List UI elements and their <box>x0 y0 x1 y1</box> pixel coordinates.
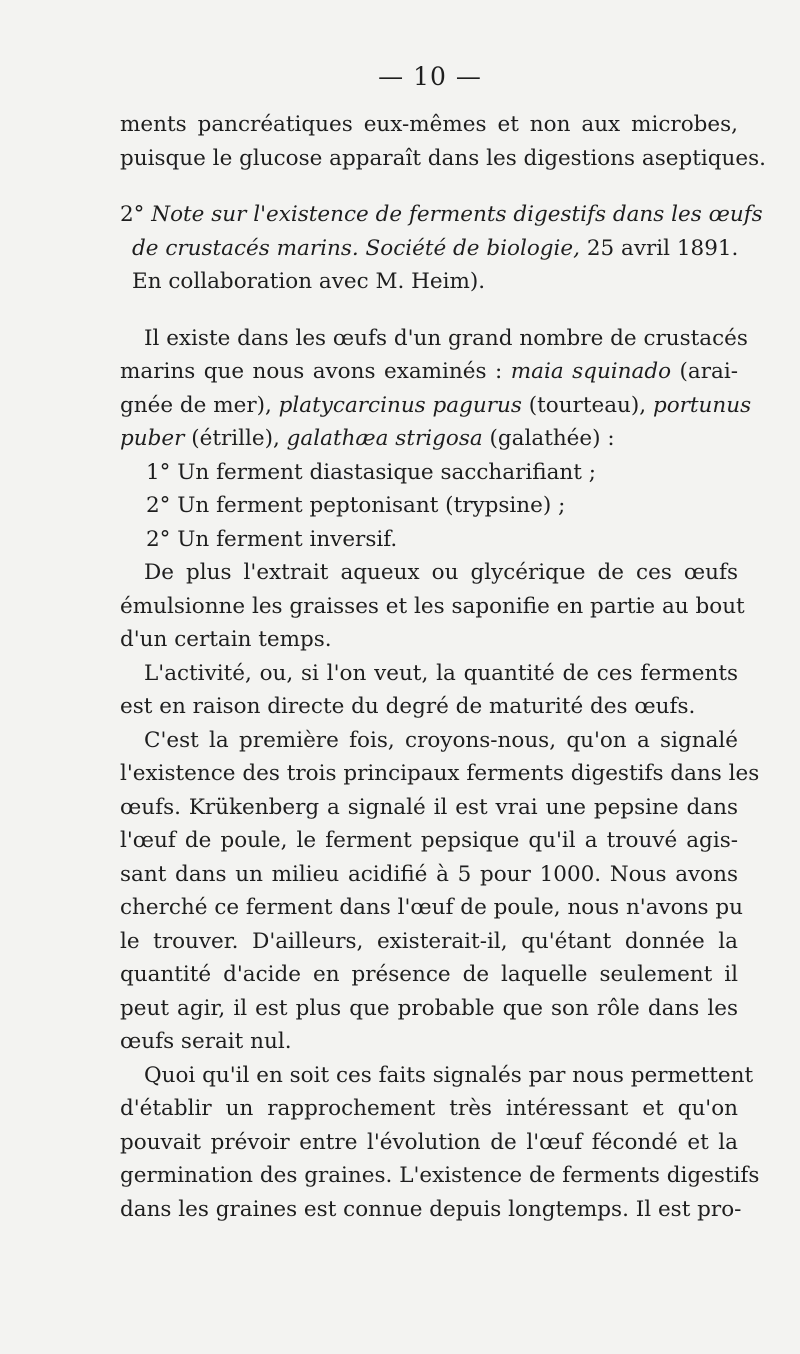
reference-line: En collaboration avec M. Heim). <box>132 269 486 294</box>
reference-title: de crustacés marins. <box>132 235 359 261</box>
text-line: l'existence des trois principaux ferments digestifs dans les <box>120 761 760 786</box>
text-line <box>120 389 752 423</box>
text-fragment: (arai- <box>679 359 738 384</box>
text-fragment: (tourteau), <box>528 392 647 418</box>
text-line: pouvait prévoir entre l'évolution de l'œuf fécondé et la <box>120 1129 738 1155</box>
reference-number: 2° <box>120 202 145 227</box>
text-line: cherché ce ferment dans l'œuf de poule, nous n'avons pu <box>120 895 743 920</box>
reference-line <box>120 198 763 232</box>
list-item: 1° Un ferment diastasique saccharifiant ; <box>146 459 596 485</box>
species-name: galathæa strigosa <box>286 426 483 451</box>
text-fragment: (étrille), <box>191 426 280 451</box>
species-name: portunus <box>652 392 752 418</box>
text-line: ments pancréatiques eux-mêmes et non aux microbes, <box>120 112 738 137</box>
reference-publication: Société de biologie, <box>365 235 580 261</box>
text-fragment: (galathée) : <box>489 426 615 451</box>
species-name: platycarcinus pagurus <box>278 392 522 418</box>
reference-title: Note sur l'existence de ferments digestifs dans les œufs <box>151 202 763 227</box>
text-fragment: gnée de mer), <box>120 392 272 418</box>
text-line: Il existe dans les œufs d'un grand nombre de crustacés <box>144 325 748 351</box>
text-line: C'est la première fois, croyons-nous, qu'on a signalé <box>144 727 738 753</box>
text-line: l'œuf de poule, le ferment pepsique qu'il a trouvé agis- <box>120 828 738 853</box>
text-line: sant dans un milieu acidifié à 5 pour 1000. Nous avons <box>120 861 738 887</box>
text-line: quantité d'acide en présence de laquelle seulement il <box>120 962 738 987</box>
text-line: Quoi qu'il en soit ces faits signalés par nous permettent <box>144 1062 754 1088</box>
text-line: œufs. Krükenberg a signalé il est vrai une pepsine dans <box>120 794 738 820</box>
text-line: peut agir, il est plus que probable que son rôle dans les <box>120 995 738 1021</box>
page-number: — 10 — <box>378 62 482 91</box>
list-item: 2° Un ferment peptonisant (trypsine) ; <box>146 493 566 518</box>
text-line: De plus l'extrait aqueux ou glycérique de ces œufs <box>144 560 738 585</box>
text-line: L'activité, ou, si l'on veut, la quantité de ces ferments <box>144 660 738 686</box>
text-line: d'établir un rapprochement très intéressant et qu'on <box>120 1096 738 1121</box>
species-name: puber <box>120 426 185 451</box>
text-line: germination des graines. L'existence de ferments digestifs <box>120 1163 760 1188</box>
text-line <box>120 422 738 456</box>
text-line: puisque le glucose apparaît dans les digestions aseptiques. <box>120 145 766 171</box>
reference-date: 25 avril 1891. <box>586 235 739 261</box>
list-item: 2° Un ferment inversif. <box>146 526 398 552</box>
text-fragment: marins que nous avons examinés : <box>120 359 503 384</box>
reference-line <box>120 232 738 266</box>
text-line: est en raison directe du degré de maturité des œufs. <box>120 694 696 719</box>
text-line: émulsionne les graisses et les saponifie en partie au bout <box>120 593 745 619</box>
body-text <box>120 108 766 1226</box>
text-line: le trouver. D'ailleurs, existerait-il, qu'étant donnée la <box>120 928 738 954</box>
text-line: œufs serait nul. <box>120 1029 292 1054</box>
text-line: d'un certain temps. <box>120 627 332 652</box>
text-line: dans les graines est connue depuis longtemps. Il est pro- <box>120 1196 742 1222</box>
species-name: maia squinado <box>510 359 672 384</box>
text-line <box>120 355 738 389</box>
